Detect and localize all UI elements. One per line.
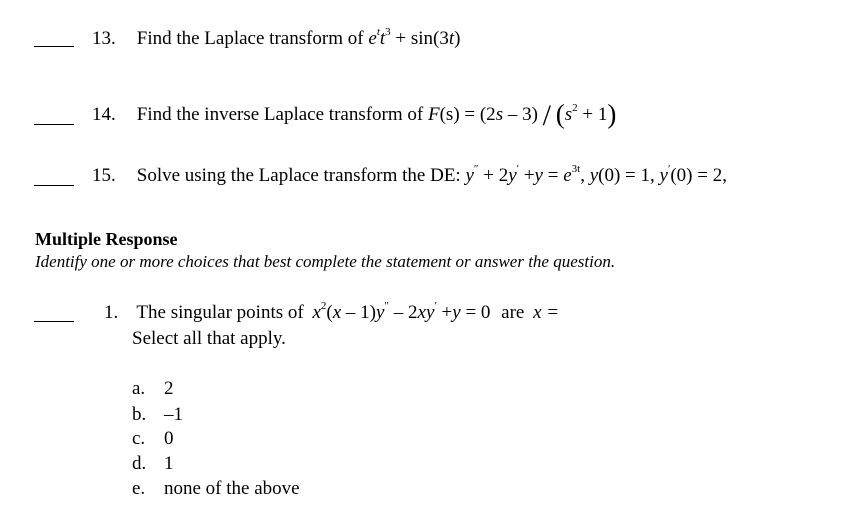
answer-blank-15[interactable]	[34, 185, 74, 186]
choice-b[interactable]	[132, 404, 183, 426]
math-expression: $e^tt^3 + \sin(3t)$	[368, 26, 461, 49]
math-expression: $y'' + 2y' +y = e^{3t}$, y(0) = 1, y′(0) = 2,	[465, 163, 727, 186]
choice-value: 0	[164, 428, 174, 449]
choice-letter: e.	[132, 478, 146, 499]
question-number: 14.	[92, 104, 116, 125]
question-text: Find the inverse Laplace transform of	[136, 104, 428, 125]
math-expression: $x^2(x - 1)y'' - 2xy' +y = 0$	[312, 300, 491, 323]
question-number: 1.	[104, 302, 119, 323]
choice-letter: c.	[132, 428, 146, 449]
choice-value: 1	[164, 453, 174, 474]
answer-blank-14[interactable]	[34, 124, 74, 125]
choice-value: none of the above	[164, 478, 300, 499]
choice-d[interactable]	[132, 453, 174, 475]
question-text: Find the Laplace transform of	[136, 28, 369, 49]
choice-a[interactable]	[132, 378, 174, 400]
choice-value: 2	[164, 378, 174, 399]
x-equals: x =	[533, 302, 560, 323]
math-expression: $F(s) = (2s - 3) / (s^2 + 1)$	[427, 99, 617, 132]
choice-letter: a.	[132, 378, 146, 399]
mr-question-instruction: Select all that apply.	[132, 328, 286, 349]
choice-c[interactable]	[132, 428, 174, 450]
mr-question-1	[104, 302, 559, 324]
choice-e[interactable]	[132, 478, 300, 500]
question-15	[92, 165, 727, 187]
answer-blank-13[interactable]	[34, 46, 74, 47]
question-13	[92, 28, 460, 50]
question-text: The singular points of	[136, 302, 304, 323]
question-number: 13.	[92, 28, 116, 49]
question-14	[92, 99, 617, 132]
question-text-after: are	[501, 302, 525, 323]
choice-value: –1	[164, 404, 183, 425]
question-text: Solve using the Laplace transform the DE:	[136, 165, 466, 186]
choice-letter: b.	[132, 404, 147, 425]
answer-blank-mr-1[interactable]	[34, 321, 74, 322]
section-instructions: Identify one or more choices that best complete the statement or answer the question.	[35, 252, 616, 271]
section-title: Multiple Response	[35, 229, 178, 249]
question-number: 15.	[92, 165, 116, 186]
choice-letter: d.	[132, 453, 147, 474]
